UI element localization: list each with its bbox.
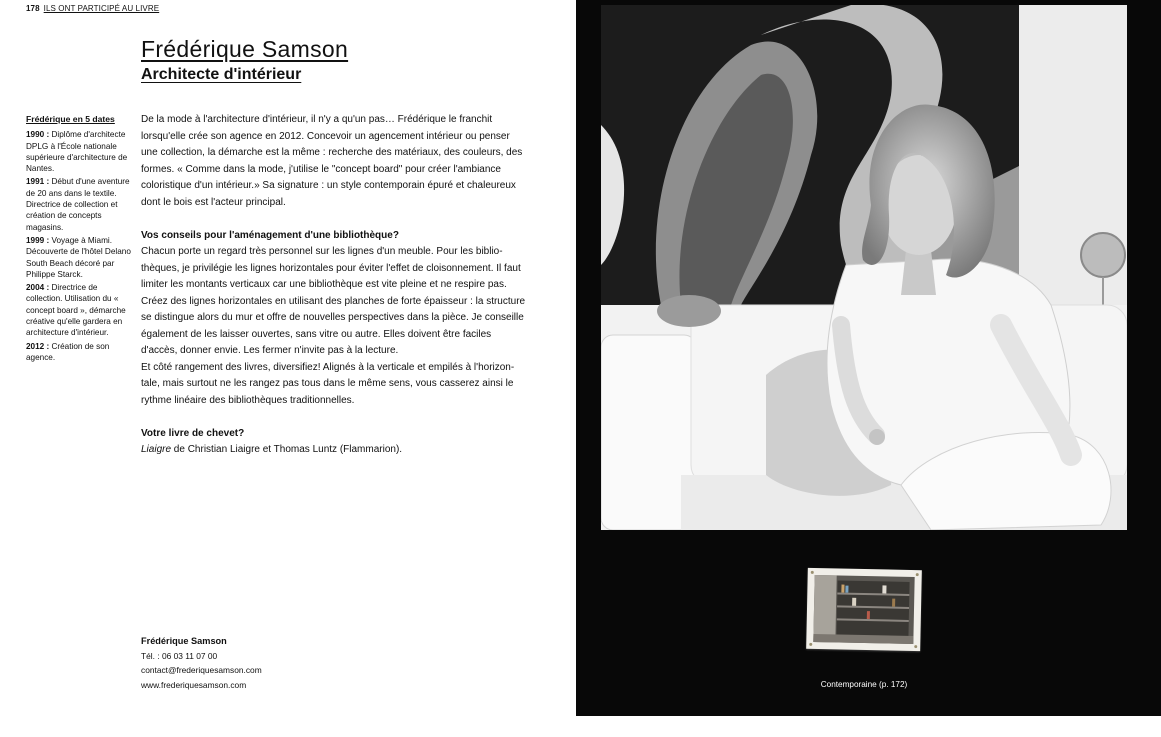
question-bookshelf: Vos conseils pour l'aménagement d'une bibliothèque?: [141, 229, 399, 241]
pin-icon: [914, 645, 917, 648]
article-body: [141, 112, 528, 459]
timeline-year: 1990 :: [26, 130, 50, 140]
timeline-entry: [26, 282, 132, 338]
page-number: 178: [26, 4, 40, 13]
timeline-year: 1999 :: [26, 235, 50, 245]
book-author: de Christian Liaigre et Thomas Luntz (Flammarion).: [171, 444, 403, 455]
bookshelf-thumbnail[interactable]: [806, 568, 922, 651]
question-bedside-book: Votre livre de chevet?: [141, 427, 245, 439]
portrait-illustration: [601, 5, 1127, 530]
sidebar-heading: Frédérique en 5 dates: [26, 114, 115, 124]
timeline-text: Diplôme d'architecte DPLG à l'École nationale supérieure d'architecture de Nantes.: [26, 130, 128, 174]
contact-website[interactable]: www.frederiquesamson.com: [141, 679, 247, 690]
section-title: ILS ONT PARTICIPÉ AU LIVRE: [43, 4, 160, 13]
timeline-entry: [26, 129, 132, 174]
timeline-entry: [26, 235, 132, 280]
dates-sidebar: [26, 114, 132, 365]
contact-phone: Tél. : 06 03 11 07 00: [141, 650, 218, 661]
portrait-photo: [601, 5, 1127, 530]
timeline-text: Directrice de collection. Utilisation du « concept board », démarche créative qu'elle gardera en architecture d'intérieur.: [26, 283, 126, 338]
running-head: [26, 4, 159, 13]
timeline-year: 1991 :: [26, 177, 50, 187]
profile-name: Frédérique Samson: [141, 36, 349, 62]
timeline-text: Création de son agence.: [26, 341, 110, 362]
answer-paragraph-2: Et côté rangement des livres, diversifiez! Alignés à la verticale et empilés à l'horizontale, mais surtout ne les rangez pas tous dans le même sens, vous casserez ainsi le rythme linéaire des bibliothèques traditionnelles.: [141, 361, 515, 406]
timeline-year: 2004 :: [26, 283, 50, 293]
bookshelf-thumbnail-illustration: [806, 568, 922, 651]
contact-block: [141, 634, 262, 692]
profile-role: Architecte d'intérieur: [141, 66, 302, 83]
timeline-text: Début d'une aventure de 20 ans dans le textile. Directrice de collection et création de concepts magasins.: [26, 177, 130, 232]
pin-icon: [916, 573, 919, 576]
answer-paragraph: Chacun porte un regard très personnel sur les lignes d'un meuble. Pour les bibliothèques, je privilégie les lignes horizontales pour éviter l'effet de cloisonnement. Il faut limiter les montants verticaux car une bibliothèque est vite pleine et ne respire pas. Créez des lignes horizontales en utilisant des planches de forte épaisseur : la structure se distingue alors du mur et offre de nouvelles perspectives dans la pièce. Je conseille également de les laisser ouvertes, sans vitre ou autre. Elles doivent être faciles d'accès, donner envie. Les fermer n'invite pas à la lecture.: [141, 246, 526, 356]
thumbnail-caption: Contemporaine (p. 172): [820, 680, 908, 689]
bottom-margin: [576, 716, 1161, 737]
book-answer: [141, 442, 528, 459]
book-title: Liaigre: [141, 444, 172, 455]
pin-icon: [811, 571, 814, 574]
timeline-text: Voyage à Miami. Découverte de l'hôtel Delano South Beach décoré par Philippe Starck.: [26, 235, 131, 279]
timeline-entry: [26, 176, 132, 232]
contact-name: Frédérique Samson: [141, 636, 227, 646]
contact-email[interactable]: contact@frederiquesamson.com: [141, 665, 262, 675]
timeline-year: 2012 :: [26, 341, 50, 351]
pin-icon: [809, 643, 812, 646]
intro-paragraph: De la mode à l'architecture d'intérieur, il n'y a qu'un pas… Frédérique le franchit lorsqu'elle crée son agence en 2012. Concevoir un agencement intérieur ou penser une collection, la démarche est la même : recherche des matériaux, des couleurs, des formes. « Comme dans la mode, j'utilise le "concept board" pour créer l'ambiance coloristique d'un intérieur.» Sa signature : un style contemporain épuré et chaleureux dont le bois est l'acteur principal.: [141, 114, 523, 208]
timeline-entry: [26, 341, 132, 364]
